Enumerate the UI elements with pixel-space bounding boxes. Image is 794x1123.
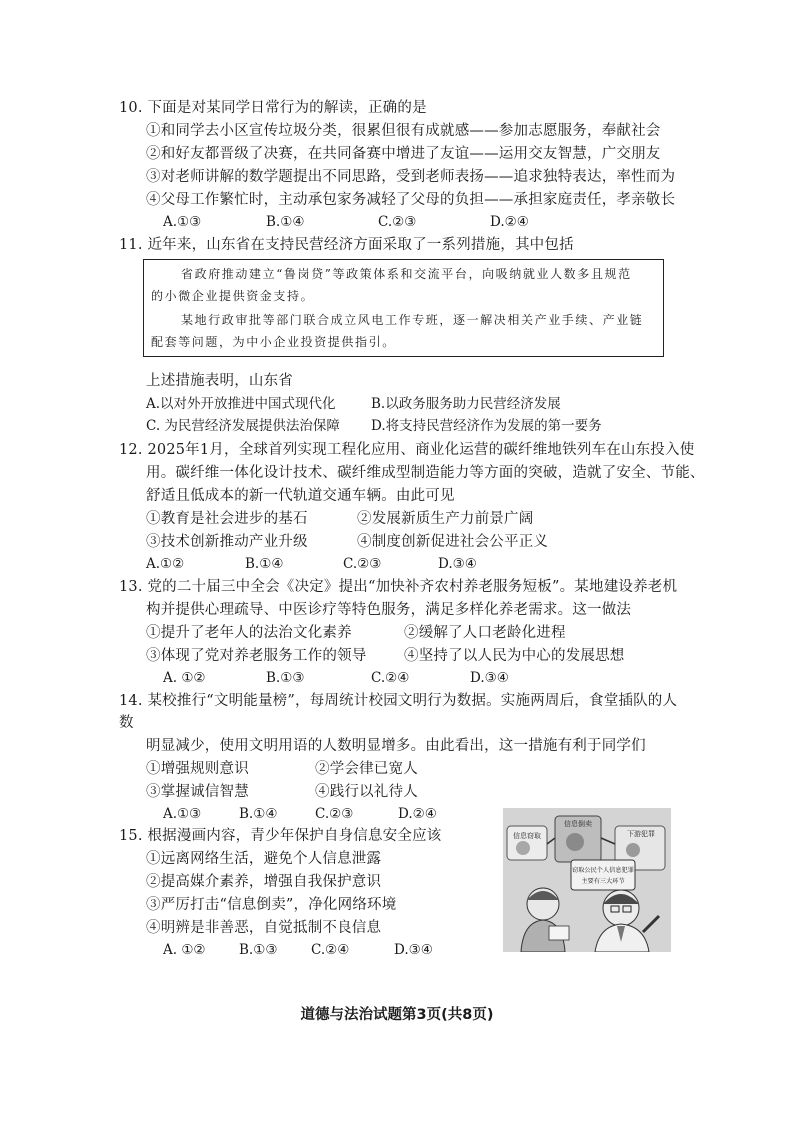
q12-item-4: ④制度创新促进社会公平正义 xyxy=(357,534,549,550)
q14-option-d: D.②④ xyxy=(398,806,437,822)
q13-item-2: ②缓解了人口老龄化进程 xyxy=(404,625,566,641)
q10-item-2: ②和好友都晋级了决赛，在共同备赛中增进了友谊——运用交友智慧，广交朋友 xyxy=(146,146,661,162)
page-footer: 道德与法治试题第3页(共8页) xyxy=(300,1007,494,1023)
q15-option-c: C.②④ xyxy=(311,942,350,958)
q12-item-1: ①教育是社会进步的基石 xyxy=(146,511,308,527)
q11-quote-line-2: 的小微企业提供资金支持。 xyxy=(151,289,315,303)
q10-option-b: B.①④ xyxy=(266,214,305,230)
q14-line-2: 数 xyxy=(119,715,134,731)
q13-item-3: ③体现了党对养老服务工作的领导 xyxy=(146,648,367,664)
q11-option-d: D.将支持民营经济作为发展的第一要务 xyxy=(371,418,602,434)
q14-option-a: A.①③ xyxy=(163,806,202,822)
cartoon-illustration xyxy=(503,808,671,952)
q13-option-a: A. ①② xyxy=(163,670,206,686)
q10-stem: 10. 下面是对某同学日常行为的解读，正确的是 xyxy=(119,100,427,116)
q13-item-4: ④坚持了以人民为中心的发展思想 xyxy=(404,648,625,664)
cartoon-drawing xyxy=(503,808,671,952)
comic-label-3: 下游犯罪 xyxy=(627,830,655,838)
q12-option-b: B.①④ xyxy=(245,556,284,572)
q10-item-4: ④父母工作繁忙时，主动承包家务减轻了父母的负担——承担家庭责任，孝亲敬长 xyxy=(146,192,676,208)
q14-option-b: B.①④ xyxy=(239,806,278,822)
q13-line-2: 构并提供心理疏导、中医诊疗等特色服务，满足多样化养老需求。这一做法 xyxy=(146,602,632,618)
q12-line-1: 12. 2025年1月，全球首列实现工程化应用、商业化运营的碳纤维地铁列车在山东投入使 xyxy=(119,442,695,458)
q12-line-2: 用。碳纤维一体化设计技术、碳纤维成型制造能力等方面的突破，造就了安全、节能、 xyxy=(146,465,705,481)
q14-item-1: ①增强规则意识 xyxy=(146,761,249,777)
q12-item-2: ②发展新质生产力前景广阔 xyxy=(357,511,534,527)
q14-line-1: 14. 某校推行“文明能量榜”，每周统计校园文明行为数据。实施两周后，食堂插队的人 xyxy=(119,693,678,709)
q14-item-4: ④践行以礼待人 xyxy=(315,784,418,800)
q12-option-d: D.③④ xyxy=(438,556,477,572)
comic-sign-line-2: 主要有三大环节 xyxy=(581,878,625,885)
q12-option-a: A.①② xyxy=(146,556,185,572)
q15-option-d: D.③④ xyxy=(394,942,433,958)
q12-option-c: C.②③ xyxy=(343,556,382,572)
q13-item-1: ①提升了老年人的法治文化素养 xyxy=(146,625,352,641)
q11-quote-line-1: 省政府推动建立“鲁岗贷”等政策体系和交流平台，向吸纳就业人数多且规范 xyxy=(181,267,632,281)
q13-option-b: B.①③ xyxy=(266,670,305,686)
q15-option-b: B.①③ xyxy=(239,942,278,958)
comic-label-2: 信息倒卖 xyxy=(564,820,592,828)
q15-option-a: A. ①② xyxy=(163,942,206,958)
q15-item-2: ②提高媒介素养，增强自我保护意识 xyxy=(146,874,382,890)
q11-quote-line-3: 某地行政审批等部门联合成立风电工作专班，逐一解决相关产业手续、产业链 xyxy=(181,313,644,327)
q14-option-c: C.②③ xyxy=(315,806,354,822)
q11-quote-line-4: 配套等问题，为中小企业投资提供指引。 xyxy=(151,335,396,349)
q10-item-1: ①和同学去小区宣传垃圾分类，很累但很有成就感——参加志愿服务，奉献社会 xyxy=(146,123,661,139)
q13-option-c: C.②④ xyxy=(371,670,410,686)
q14-item-3: ③掌握诚信智慧 xyxy=(146,784,249,800)
q11-option-a: A.以对外开放推进中国式现代化 xyxy=(146,396,336,412)
q14-item-2: ②学会律已宽人 xyxy=(315,761,418,777)
q11-stem: 11. 近年来，山东省在支持民营经济方面采取了一系列措施，其中包括 xyxy=(119,237,574,253)
q11-option-b: B.以政务服务助力民营经济发展 xyxy=(371,396,561,412)
q15-item-3: ③严厉打击“信息倒卖”，净化网络环境 xyxy=(146,897,397,913)
q12-line-3: 舒适且低成本的新一代轨道交通车辆。由此可见 xyxy=(146,488,455,504)
q15-item-1: ①远离网络生活，避免个人信息泄露 xyxy=(146,851,382,867)
q14-line-3: 明显减少，使用文明用语的人数明显增多。由此看出，这一措施有利于同学们 xyxy=(146,738,646,754)
q10-option-a: A.①③ xyxy=(163,214,202,230)
q11-lead: 上述措施表明，山东省 xyxy=(146,373,293,389)
q15-item-4: ④明辨是非善恶，自觉抵制不良信息 xyxy=(146,920,382,936)
comic-label-1: 信息窃取 xyxy=(513,832,541,840)
q10-option-d: D.②④ xyxy=(490,214,529,230)
q10-option-c: C.②③ xyxy=(378,214,417,230)
q15-stem: 15. 根据漫画内容，青少年保护自身信息安全应该 xyxy=(119,828,442,844)
q10-item-3: ③对老师讲解的数学题提出不同思路，受到老师表扬——追求独特表达，率性而为 xyxy=(146,169,676,185)
q11-option-c: C. 为民营经济发展提供法治保障 xyxy=(146,418,340,434)
q12-item-3: ③技术创新推动产业升级 xyxy=(146,534,308,550)
q13-line-1: 13. 党的二十届三中全会《决定》提出“加快补齐农村养老服务短板”。某地建设养老机 xyxy=(119,579,678,595)
comic-sign-line-1: 窃取公民个人信息犯罪 xyxy=(572,867,634,874)
q13-option-d: D.③④ xyxy=(470,670,509,686)
